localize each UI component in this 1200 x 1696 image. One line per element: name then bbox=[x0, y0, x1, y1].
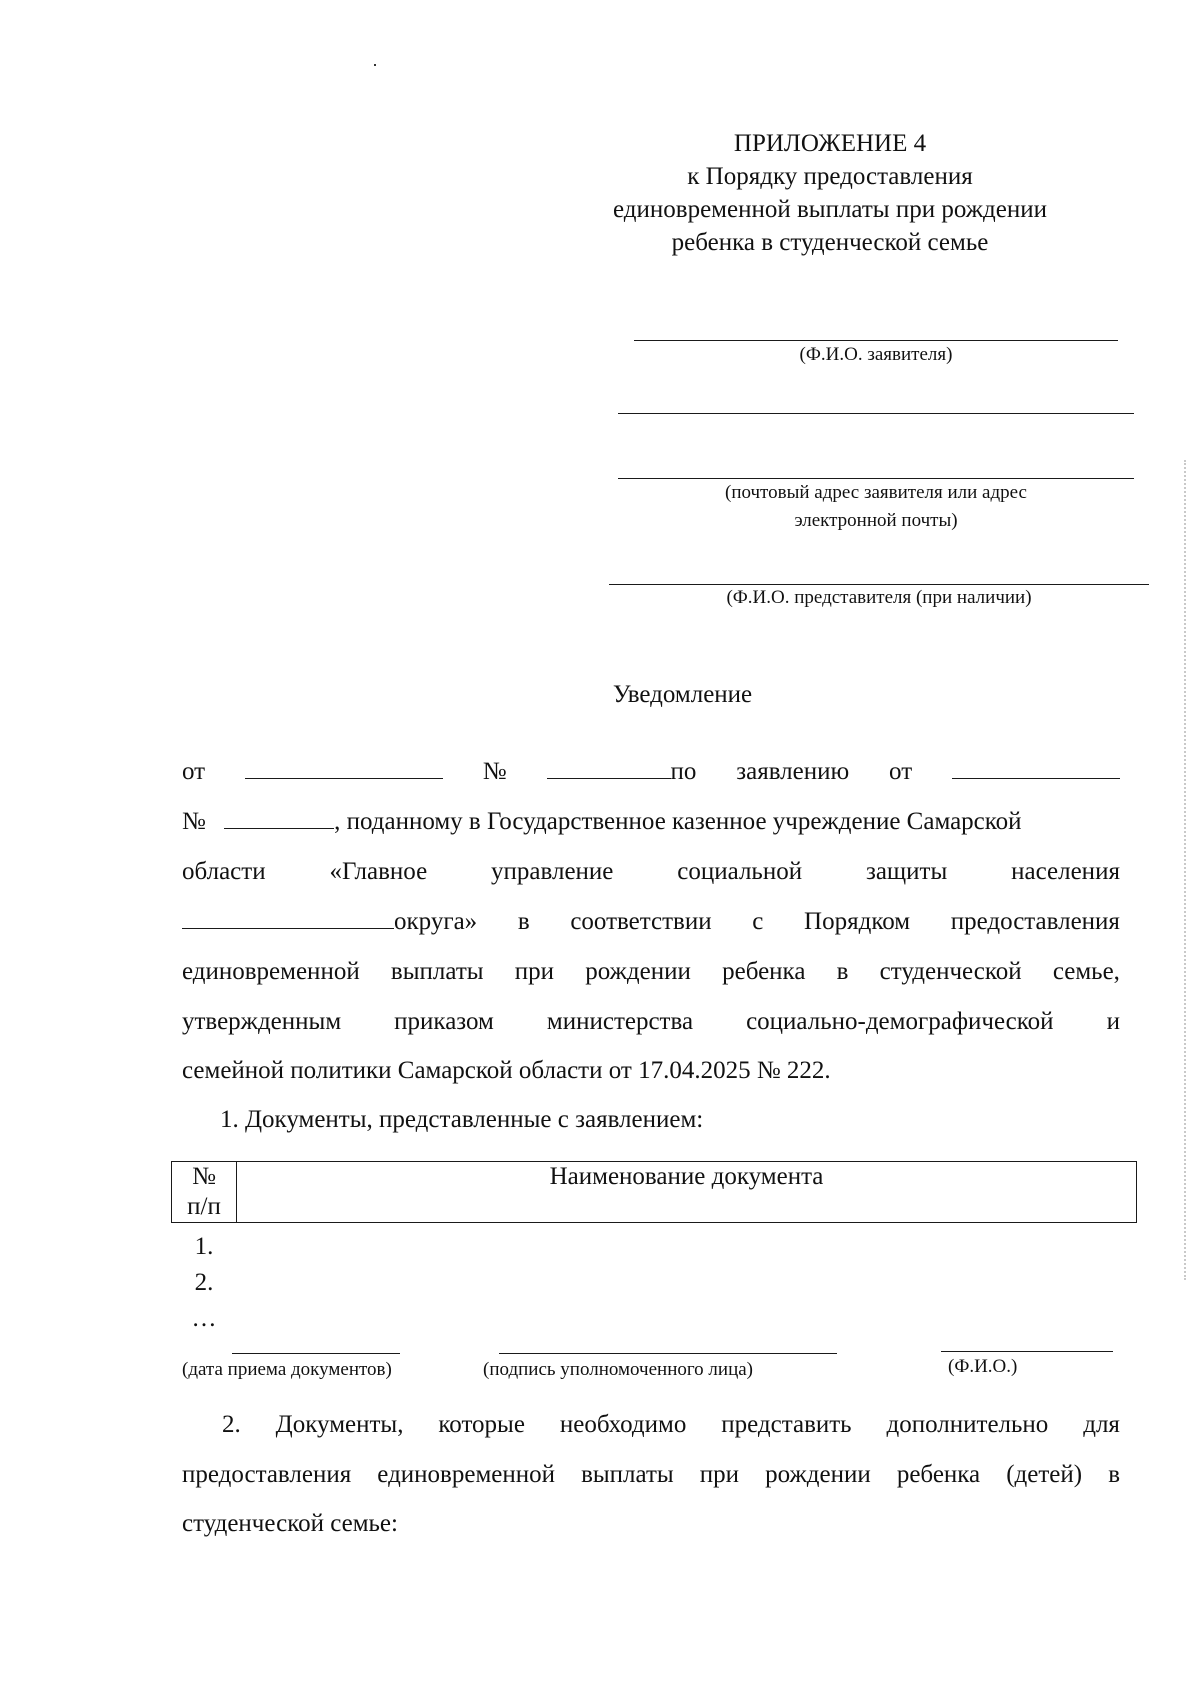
official-name-line[interactable] bbox=[941, 1351, 1113, 1352]
body-row-3 bbox=[182, 855, 1120, 888]
body-row-2 bbox=[182, 805, 1022, 838]
application-number-field[interactable] bbox=[224, 806, 334, 829]
official-name-caption: (Ф.И.О.) bbox=[948, 1356, 1018, 1377]
appendix-line-3: ребенка в студенческой семье bbox=[671, 229, 989, 256]
date-received-caption: (дата приема документов) bbox=[182, 1359, 392, 1380]
word: в bbox=[517, 908, 530, 935]
body-row-6 bbox=[182, 1005, 1120, 1038]
section-2-row-2 bbox=[182, 1458, 1120, 1491]
notice-number-field[interactable] bbox=[547, 756, 671, 779]
word: единовременной bbox=[182, 958, 360, 985]
number-sign: № bbox=[482, 758, 507, 785]
word: которые bbox=[438, 1411, 525, 1438]
from-word-2: от bbox=[889, 758, 913, 785]
body-row-1 bbox=[182, 755, 1120, 788]
word: ребенка bbox=[722, 958, 806, 985]
word: министерства bbox=[546, 1008, 694, 1035]
word: рождении bbox=[585, 958, 691, 985]
section-1-heading: 1. Документы, представленные с заявлением: bbox=[220, 1106, 704, 1133]
representative-caption: (Ф.И.О. представителя (при наличии) bbox=[726, 587, 1032, 608]
word: соответствии bbox=[570, 908, 712, 935]
address-caption-line-1: (почтовый адрес заявителя или адрес bbox=[725, 482, 1027, 503]
word: (детей) bbox=[1006, 1461, 1083, 1488]
district-field[interactable] bbox=[182, 906, 394, 929]
scan-edge-marks bbox=[1184, 460, 1188, 1280]
appendix-header bbox=[560, 127, 1100, 259]
word: студенческой bbox=[879, 958, 1022, 985]
word: рождении bbox=[765, 1461, 871, 1488]
address-caption-line-2: электронной почты) bbox=[794, 510, 958, 531]
applicant-name-caption: (Ф.И.О. заявителя) bbox=[799, 344, 953, 365]
appendix-line-1: к Порядку предоставления bbox=[687, 163, 973, 190]
document-title: Уведомление bbox=[612, 681, 753, 708]
word: Порядком bbox=[804, 908, 911, 935]
column-number-header bbox=[172, 1162, 237, 1223]
table-header-row bbox=[172, 1162, 1137, 1223]
word: утвержденным bbox=[182, 1008, 342, 1035]
list-item: … bbox=[191, 1305, 217, 1332]
column-number-line-2: п/п bbox=[187, 1193, 221, 1220]
word: Документы, bbox=[275, 1411, 404, 1438]
word: при bbox=[514, 958, 555, 985]
number-sign-2: № bbox=[182, 808, 206, 835]
list-item: 2. bbox=[194, 1269, 214, 1296]
appendix-line-2: единовременной выплаты при рождении bbox=[613, 196, 1047, 223]
po-word: по bbox=[670, 758, 697, 785]
word: представить bbox=[721, 1411, 852, 1438]
word: приказом bbox=[394, 1008, 494, 1035]
scan-speck bbox=[374, 64, 376, 66]
row2-text: , поданному в Государственное казенное учреждение Самарской bbox=[334, 808, 1022, 835]
word: предоставления bbox=[182, 1461, 352, 1488]
word: социальной bbox=[677, 858, 803, 885]
word: ребенка bbox=[896, 1461, 981, 1488]
notice-date-field[interactable] bbox=[245, 756, 443, 779]
documents-table bbox=[171, 1161, 1137, 1223]
word: области bbox=[182, 858, 266, 885]
word: населения bbox=[1011, 858, 1120, 885]
appendix-title: ПРИЛОЖЕНИЕ 4 bbox=[733, 130, 927, 157]
word: дополнительно bbox=[886, 1411, 1049, 1438]
word: единовременной bbox=[377, 1461, 555, 1488]
column-number-line-1: № bbox=[192, 1163, 216, 1190]
word: «Главное bbox=[329, 858, 428, 885]
word: в bbox=[1108, 1461, 1120, 1488]
address-line-1[interactable] bbox=[618, 413, 1134, 414]
word: и bbox=[1106, 1008, 1120, 1035]
word: выплаты bbox=[390, 958, 484, 985]
word: защиты bbox=[865, 858, 948, 885]
list-item: 1. bbox=[194, 1233, 214, 1260]
body-row-7: семейной политики Самарской области от 17.04.2025 № 222. bbox=[182, 1057, 831, 1084]
word: семье, bbox=[1052, 958, 1120, 985]
word: с bbox=[752, 908, 764, 935]
word: для bbox=[1083, 1411, 1120, 1438]
word: 2. bbox=[222, 1411, 241, 1438]
from-word: от bbox=[182, 758, 206, 785]
application-word: заявлению bbox=[736, 758, 850, 785]
word: управление bbox=[491, 858, 614, 885]
document-items bbox=[171, 1229, 237, 1337]
date-received-line[interactable] bbox=[232, 1353, 400, 1354]
word: необходимо bbox=[559, 1411, 687, 1438]
body-row-4 bbox=[182, 905, 1120, 938]
application-date-field[interactable] bbox=[952, 756, 1120, 779]
word: в bbox=[836, 958, 849, 985]
signature-caption: (подпись уполномоченного лица) bbox=[483, 1359, 754, 1380]
body-row-5 bbox=[182, 955, 1120, 988]
word: выплаты bbox=[581, 1461, 674, 1488]
okruga-word: округа» bbox=[394, 908, 478, 935]
address-caption bbox=[618, 479, 1134, 535]
word: при bbox=[699, 1461, 740, 1488]
word: социально-демографической bbox=[746, 1008, 1054, 1035]
column-name-header: Наименование документа bbox=[237, 1162, 1137, 1223]
signature-line[interactable] bbox=[499, 1353, 837, 1354]
section-2-row-3: студенческой семье: bbox=[182, 1510, 398, 1537]
word: предоставления bbox=[950, 908, 1120, 935]
section-2-row-1 bbox=[222, 1408, 1120, 1441]
